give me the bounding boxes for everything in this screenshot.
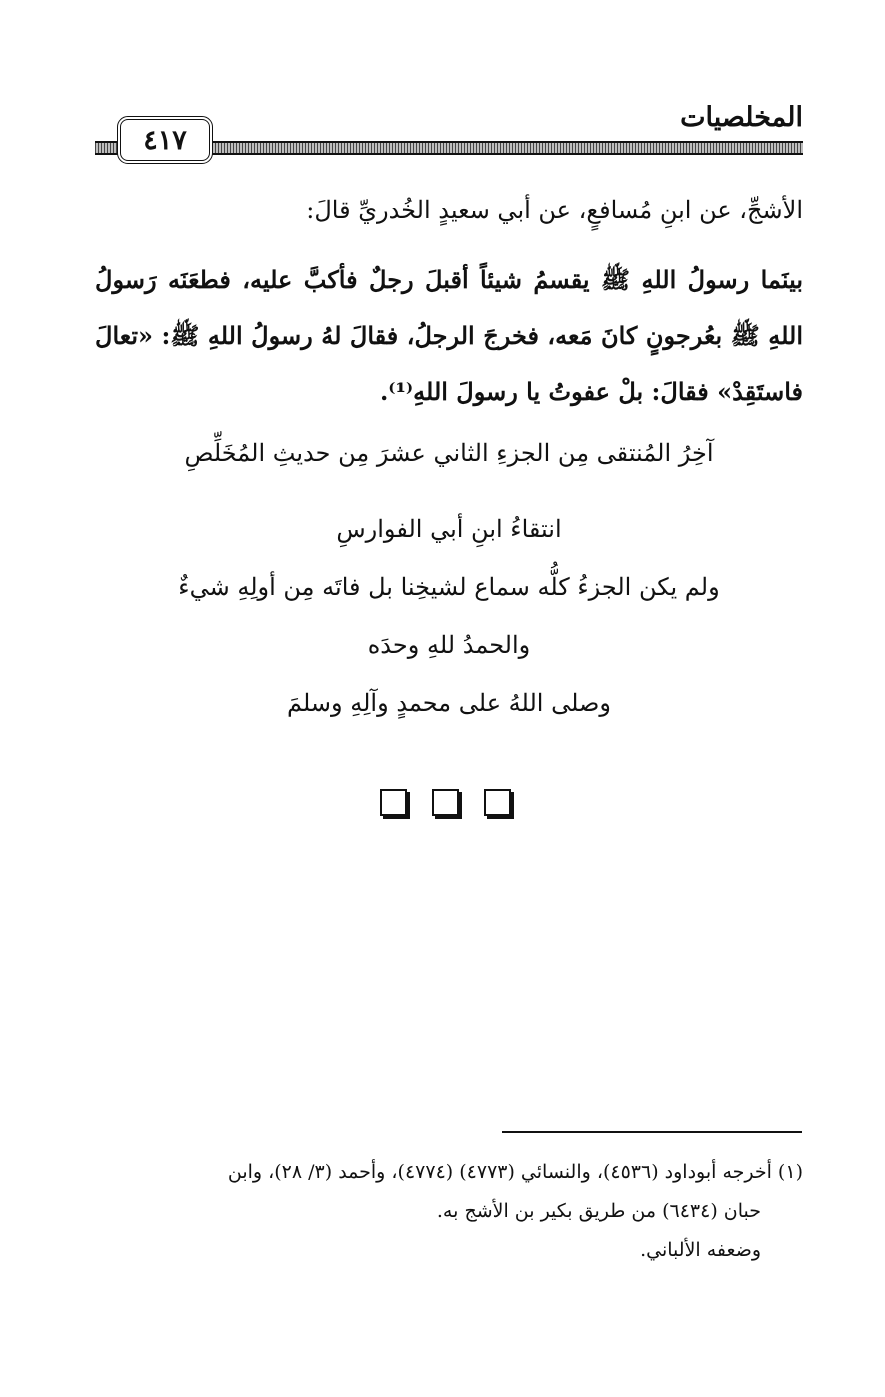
colophon-title (95, 424, 803, 482)
hollow-square-icon (380, 789, 407, 816)
section-end-ornament (380, 789, 510, 821)
footnote-separator (502, 1131, 802, 1133)
colophon-title-line: آخِرُ المُنتقى مِن الجزءِ الثاني عشرَ مِن حديثِ المُخَلِّصِ (184, 439, 714, 467)
intro-line: الأشجِّ، عن ابنِ مُسافعٍ، عن أبي سعيدٍ الخُدريِّ قالَ: (306, 196, 803, 224)
footnote-line: وضعفه الألباني. (640, 1239, 761, 1261)
hadith-text (95, 252, 803, 420)
colophon-line: ولم يكن الجزءُ كلُّه سماع لشيخِنا بل فاتَه مِن أولِهِ شيءٌ (178, 573, 720, 601)
hadith-paragraph: بينَما رسولُ اللهِ ﷺ يقسمُ شيئاً أقبلَ رجلٌ فأكبَّ عليه، فطعَنَه رَسولُ اللهِ ﷺ بعُرجونٍ كانَ مَعه، فخرجَ الرجلُ، فقالَ لهُ رسولُ اللهِ ﷺ: «تعالَ فاستَقِدْ» فقالَ: بلْ عفوتُ يا رسولَ اللهِ⁽¹⁾. (95, 265, 803, 406)
page-header (95, 100, 803, 170)
footnote-line: حبان (٦٤٣٤) من طريق بكير بن الأشج به. (436, 1200, 761, 1222)
colophon-line: وصلى اللهُ على محمدٍ وآلِهِ وسلمَ (287, 689, 611, 717)
page-number: ٤١٧ (117, 116, 213, 164)
footnote (95, 1153, 803, 1270)
hollow-square-icon (432, 789, 459, 816)
colophon-lines (95, 500, 803, 732)
hollow-square-icon (484, 789, 511, 816)
footnote-line: (١) أخرجه أبوداود (٤٥٣٦)، والنسائي (٤٧٧٣) (٤٧٧٤)، وأحمد (٣/ ٢٨)، وابن (227, 1161, 803, 1183)
colophon-line: والحمدُ للهِ وحدَه (367, 631, 531, 659)
running-title: المخلصيات (680, 102, 803, 133)
colophon-line: انتقاءُ ابنِ أبي الفوارسِ (336, 515, 562, 543)
